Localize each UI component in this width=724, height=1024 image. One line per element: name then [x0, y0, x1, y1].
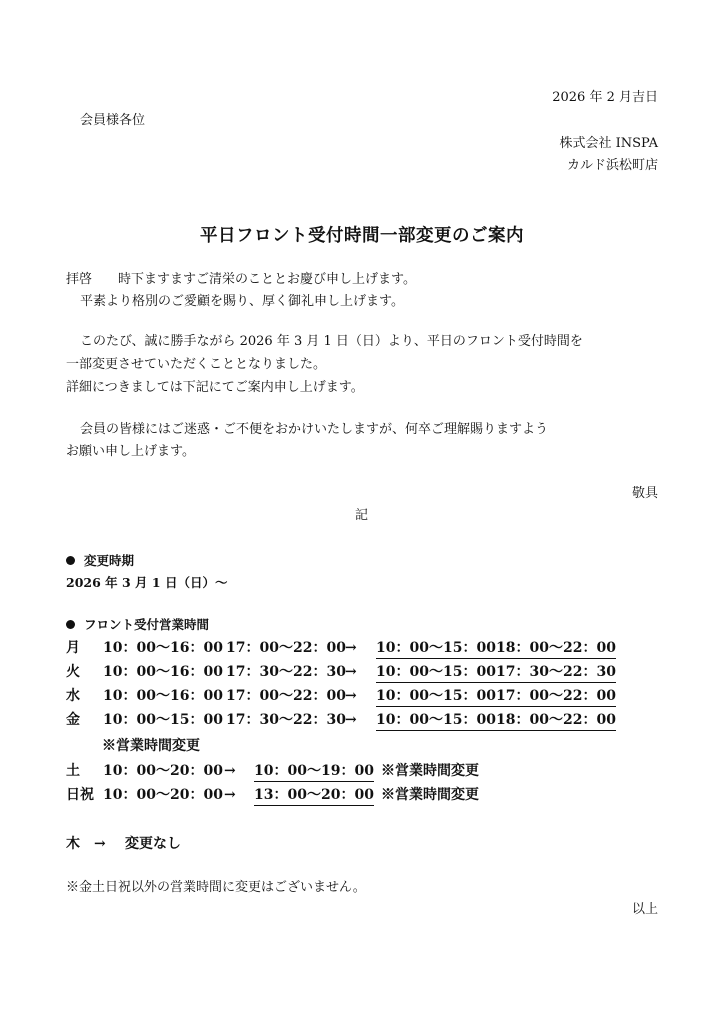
change-period-value: 2026 年 3 月 1 日（日）～ [66, 575, 228, 590]
old-time: 10：00～20：00 [103, 787, 223, 803]
day-label: 木 [66, 836, 80, 852]
arrow-icon: → [345, 688, 357, 704]
new-time-2: 18：00～22：00 [496, 639, 616, 659]
paragraph-2-line-3: 詳細につきましては下記にてご案内申し上げます。 [66, 380, 364, 395]
old-time-1: 10：00～16：00 [103, 640, 223, 656]
opening-word: 拝啓 [66, 272, 93, 287]
paragraph-3-line-1: 会員の皆様にはご迷惑・ご不便をおかけいたしますが、何卒ご理解賜りますよう [80, 422, 549, 437]
change-note: ※営業時間変更 [381, 763, 479, 779]
new-time-2: 18：00～22：00 [496, 711, 616, 731]
old-time-2: 17：30～22：30 [226, 712, 346, 728]
ki-marker: 記 [355, 508, 369, 523]
new-time-1: 10：00～15：00 [376, 711, 496, 731]
day-label: 日祝 [66, 787, 94, 803]
arrow-icon: → [345, 712, 357, 728]
thursday-row [0, 835, 724, 855]
new-time: 10：00～19：00 [254, 762, 374, 782]
hours-row-tue [0, 663, 724, 683]
arrow-icon: → [345, 640, 357, 656]
arrow-icon: → [345, 664, 357, 680]
arrow-icon: → [94, 836, 106, 852]
no-change-text: 変更なし [125, 836, 181, 852]
recipient: 会員様各位 [80, 113, 146, 128]
day-label: 土 [66, 763, 80, 779]
new-time: 13：00～20：00 [254, 786, 374, 806]
greeting-line-1: 時下ますますご清栄のこととお慶び申し上げます。 [118, 272, 416, 287]
day-label: 火 [66, 664, 80, 680]
company-name: 株式会社 INSPA [559, 136, 658, 151]
page-title: 平日フロント受付時間一部変更のご案内 [200, 226, 524, 246]
old-time-1: 10：00～16：00 [103, 664, 223, 680]
document-date: 2026 年 2 月吉日 [552, 90, 658, 105]
hours-row-fri [0, 711, 724, 731]
hours-row-sun-holiday [0, 786, 724, 806]
closing-word: 敬具 [631, 486, 658, 501]
bullet-icon [66, 620, 75, 629]
footnote: ※金土日祝以外の営業時間に変更はございません。 [66, 880, 366, 895]
friday-change-note: ※営業時間変更 [102, 738, 200, 754]
greeting-line-2: 平素より格別のご愛顧を賜り、厚く御礼申し上げます。 [80, 294, 404, 309]
new-time-1: 10：00～15：00 [376, 663, 496, 683]
day-label: 月 [66, 640, 80, 656]
end-mark: 以上 [631, 902, 658, 917]
old-time-1: 10：00～16：00 [103, 688, 223, 704]
change-note: ※営業時間変更 [381, 787, 479, 803]
new-time-1: 10：00～15：00 [376, 687, 496, 707]
bullet-icon [66, 556, 75, 565]
arrow-icon: → [224, 787, 236, 803]
hours-row-wed [0, 687, 724, 707]
old-time-2: 17：30～22：30 [226, 664, 346, 680]
hours-heading: フロント受付営業時間 [66, 615, 209, 633]
change-period-heading: 変更時期 [66, 551, 134, 569]
paragraph-2-line-1: このたび、誠に勝手ながら 2026 年 3 月 1 日（日）より、平日のフロント受付時間を [80, 334, 583, 349]
old-time: 10：00～20：00 [103, 763, 223, 779]
paragraph-3-line-2: お願い申し上げます。 [66, 444, 195, 459]
new-time-1: 10：00～15：00 [376, 639, 496, 659]
old-time-2: 17：00～22：00 [226, 688, 346, 704]
paragraph-2-line-2: 一部変更させていただくこととなりました。 [66, 357, 327, 372]
new-time-2: 17：00～22：00 [496, 687, 616, 707]
day-label: 金 [66, 712, 80, 728]
hours-row-sat [0, 762, 724, 782]
old-time-1: 10：00～15：00 [103, 712, 223, 728]
old-time-2: 17：00～22：00 [226, 640, 346, 656]
store-name: カルド浜松町店 [566, 158, 658, 173]
hours-row-mon [0, 639, 724, 659]
new-time-2: 17：30～22：30 [496, 663, 616, 683]
arrow-icon: → [224, 763, 236, 779]
day-label: 水 [66, 688, 80, 704]
